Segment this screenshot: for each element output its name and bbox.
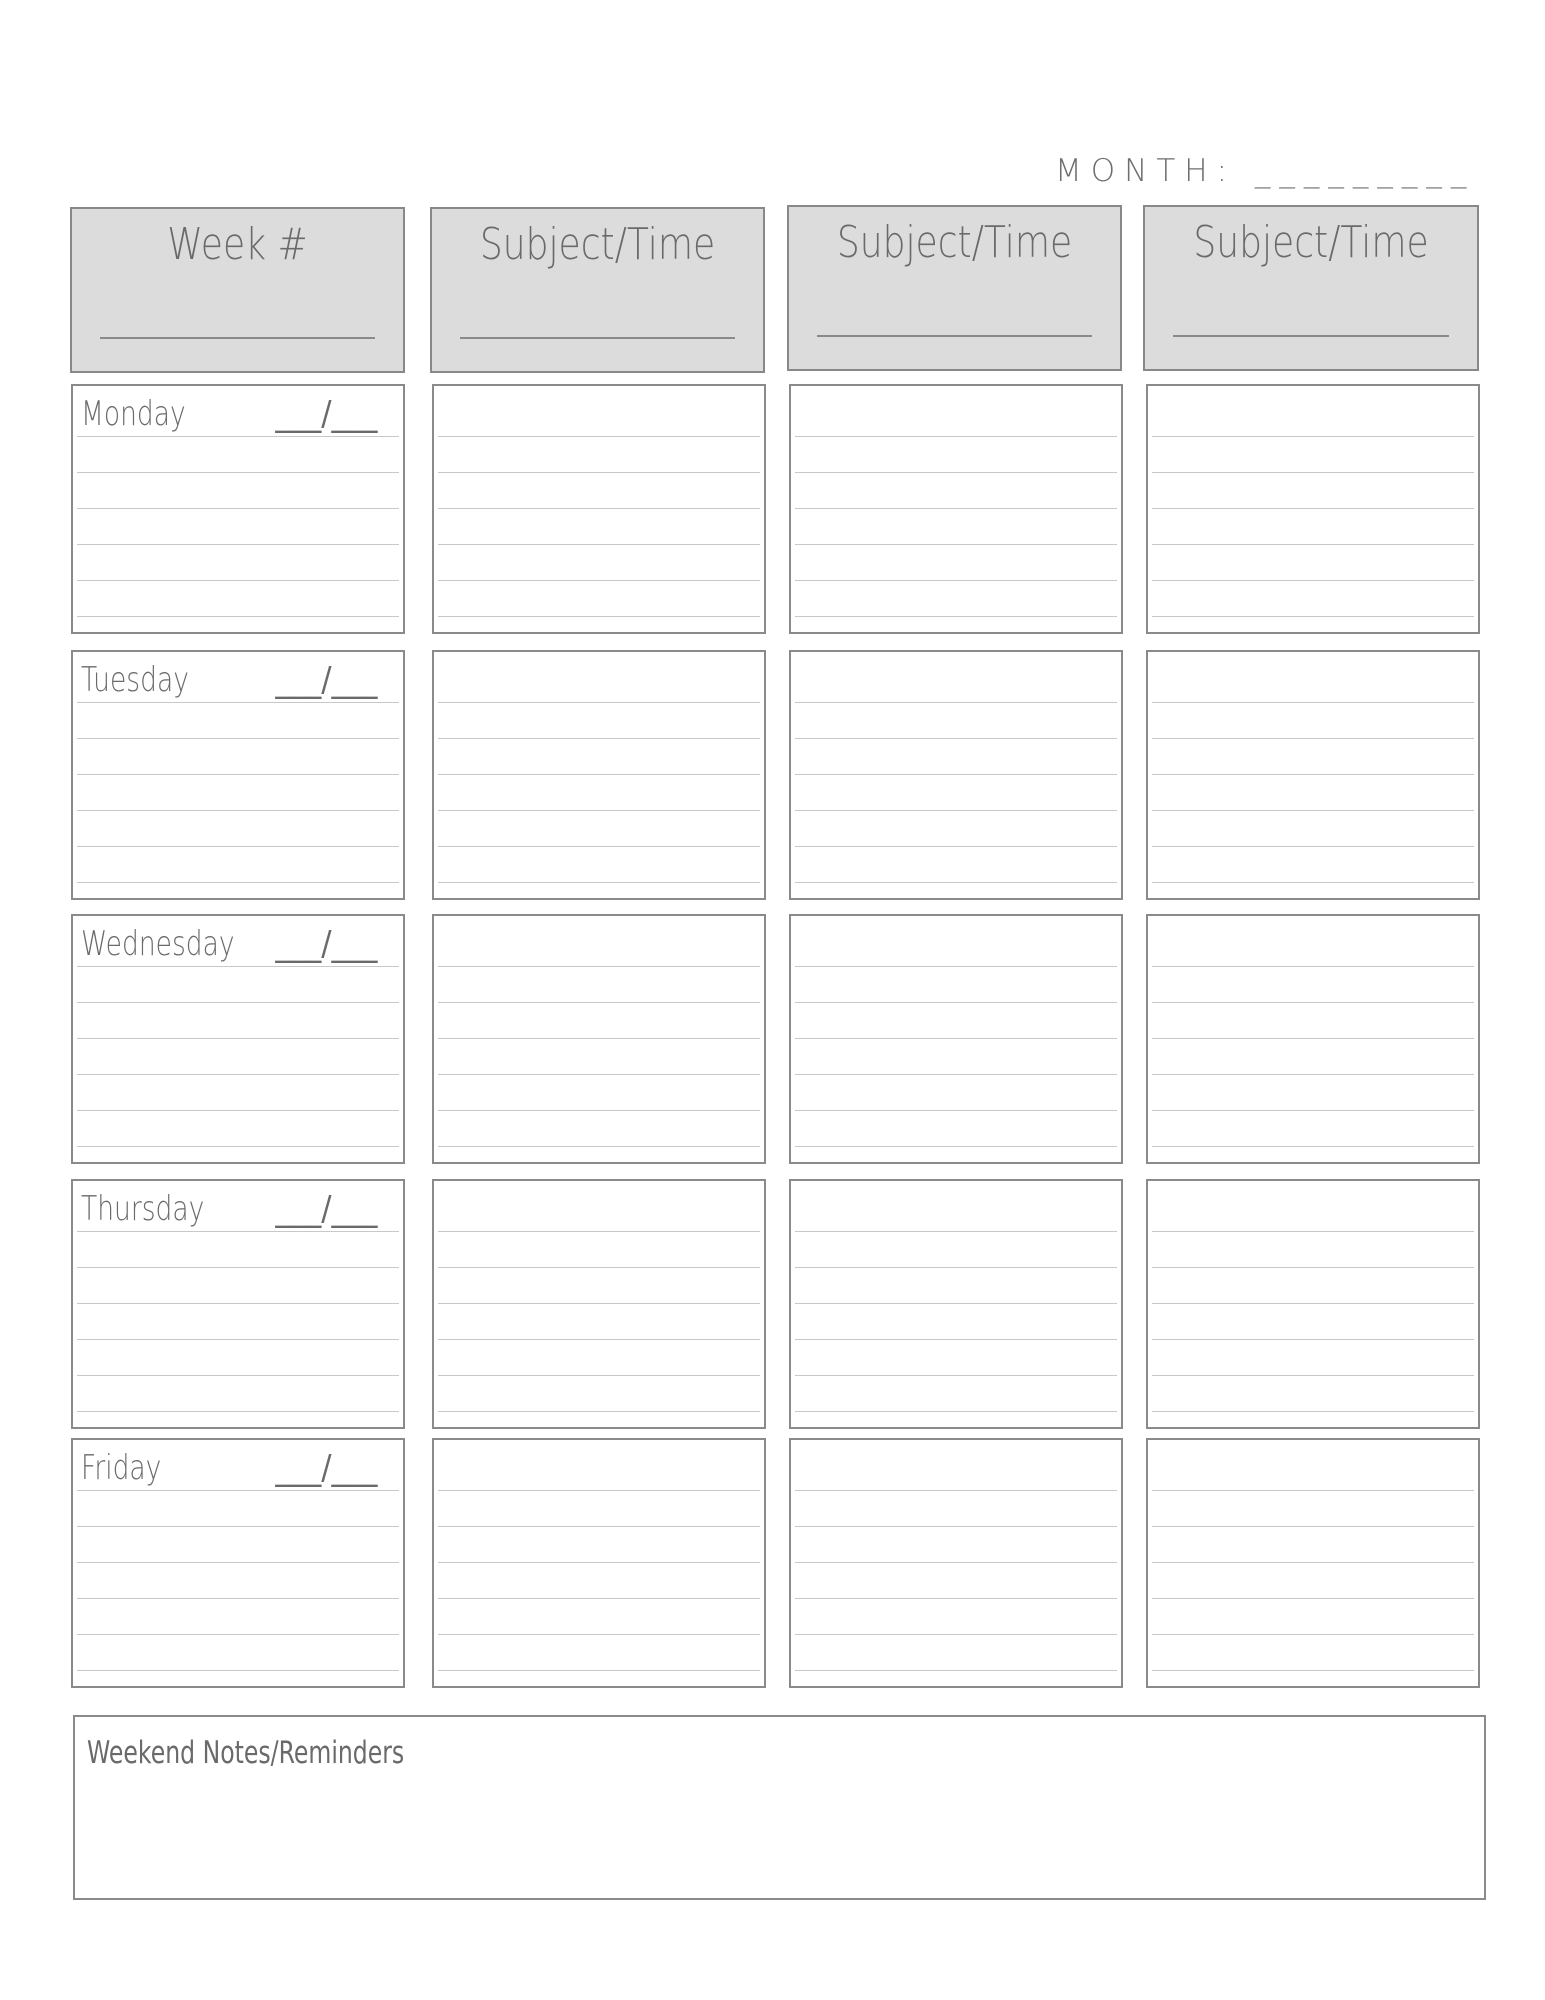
subject-time-line-1[interactable] — [460, 337, 735, 339]
ruled-line — [438, 580, 760, 581]
subject-time-header-3 — [1143, 205, 1479, 371]
ruled-line — [77, 1634, 399, 1635]
ruled-line — [1152, 1670, 1474, 1671]
ruled-line — [438, 1598, 760, 1599]
ruled-line — [77, 1074, 399, 1075]
date-blank-tuesday[interactable]: ___/___ — [274, 660, 377, 700]
subject-cell-friday-1[interactable] — [432, 1438, 766, 1688]
ruled-line — [438, 1231, 760, 1232]
subject-cell-monday-2[interactable] — [789, 384, 1123, 634]
ruled-line — [438, 1490, 760, 1491]
date-blank-wednesday[interactable]: ___/___ — [274, 924, 377, 964]
ruled-line — [795, 966, 1117, 967]
subject-time-line-2[interactable] — [817, 335, 1092, 337]
day-cell-friday[interactable] — [71, 1438, 405, 1688]
ruled-line — [438, 1339, 760, 1340]
ruled-line — [1152, 846, 1474, 847]
ruled-line — [438, 1526, 760, 1527]
ruled-line — [77, 1110, 399, 1111]
subject-cell-tuesday-3[interactable] — [1146, 650, 1480, 900]
ruled-line — [795, 1375, 1117, 1376]
ruled-line — [1152, 472, 1474, 473]
ruled-line — [77, 616, 399, 617]
ruled-line — [1152, 1562, 1474, 1563]
day-label-thursday: Thursday — [81, 1189, 205, 1229]
ruled-line — [77, 544, 399, 545]
ruled-line — [795, 1598, 1117, 1599]
ruled-line — [77, 1038, 399, 1039]
ruled-line — [1152, 1411, 1474, 1412]
subject-time-title-1: Subject/Time — [479, 219, 716, 270]
ruled-line — [1152, 1146, 1474, 1147]
ruled-line — [77, 1267, 399, 1268]
ruled-line — [1152, 774, 1474, 775]
ruled-line — [1152, 738, 1474, 739]
ruled-line — [795, 846, 1117, 847]
ruled-line — [438, 1411, 760, 1412]
ruled-line — [1152, 1375, 1474, 1376]
ruled-line — [795, 472, 1117, 473]
ruled-line — [1152, 544, 1474, 545]
ruled-line — [1152, 1267, 1474, 1268]
ruled-line — [1152, 810, 1474, 811]
ruled-line — [77, 846, 399, 847]
ruled-line — [438, 436, 760, 437]
ruled-line — [795, 774, 1117, 775]
ruled-line — [77, 738, 399, 739]
subject-cell-tuesday-1[interactable] — [432, 650, 766, 900]
day-cell-thursday[interactable] — [71, 1179, 405, 1429]
subject-cell-thursday-2[interactable] — [789, 1179, 1123, 1429]
ruled-line — [795, 1303, 1117, 1304]
ruled-line — [1152, 702, 1474, 703]
ruled-line — [1152, 436, 1474, 437]
ruled-line — [438, 544, 760, 545]
ruled-line — [438, 616, 760, 617]
ruled-line — [77, 702, 399, 703]
ruled-line — [438, 810, 760, 811]
ruled-line — [438, 1670, 760, 1671]
ruled-line — [795, 544, 1117, 545]
date-blank-friday[interactable]: ___/___ — [274, 1448, 377, 1488]
ruled-line — [438, 1110, 760, 1111]
ruled-line — [438, 846, 760, 847]
ruled-line — [795, 1267, 1117, 1268]
ruled-line — [77, 1231, 399, 1232]
ruled-line — [795, 1038, 1117, 1039]
subject-cell-tuesday-2[interactable] — [789, 650, 1123, 900]
subject-cell-thursday-1[interactable] — [432, 1179, 766, 1429]
ruled-line — [795, 1526, 1117, 1527]
ruled-line — [438, 774, 760, 775]
ruled-line — [1152, 1110, 1474, 1111]
day-label-friday: Friday — [81, 1448, 162, 1488]
ruled-line — [795, 810, 1117, 811]
ruled-line — [1152, 1038, 1474, 1039]
ruled-line — [77, 1490, 399, 1491]
subject-cell-friday-2[interactable] — [789, 1438, 1123, 1688]
ruled-line — [795, 882, 1117, 883]
ruled-line — [1152, 580, 1474, 581]
ruled-line — [795, 508, 1117, 509]
ruled-line — [795, 702, 1117, 703]
ruled-line — [438, 1267, 760, 1268]
ruled-line — [77, 1339, 399, 1340]
ruled-line — [795, 738, 1117, 739]
ruled-line — [438, 1634, 760, 1635]
ruled-line — [77, 1303, 399, 1304]
ruled-line — [77, 1670, 399, 1671]
ruled-line — [77, 580, 399, 581]
ruled-line — [795, 1634, 1117, 1635]
ruled-line — [1152, 508, 1474, 509]
ruled-line — [438, 1038, 760, 1039]
subject-time-header-2 — [787, 205, 1122, 371]
ruled-line — [438, 1303, 760, 1304]
ruled-line — [77, 1146, 399, 1147]
ruled-line — [795, 1110, 1117, 1111]
ruled-line — [77, 966, 399, 967]
ruled-line — [1152, 1634, 1474, 1635]
date-blank-thursday[interactable]: ___/___ — [274, 1189, 377, 1229]
ruled-line — [77, 1598, 399, 1599]
ruled-line — [1152, 1074, 1474, 1075]
ruled-line — [438, 966, 760, 967]
ruled-line — [795, 1562, 1117, 1563]
ruled-line — [77, 882, 399, 883]
ruled-line — [1152, 1231, 1474, 1232]
day-cell-monday[interactable] — [71, 384, 405, 634]
subject-time-title-3: Subject/Time — [1193, 217, 1429, 268]
date-blank-monday[interactable]: ___/___ — [274, 394, 377, 434]
day-label-tuesday: Tuesday — [81, 660, 189, 700]
ruled-line — [795, 1146, 1117, 1147]
ruled-line — [438, 1002, 760, 1003]
subject-time-header-1 — [430, 207, 765, 373]
ruled-line — [1152, 616, 1474, 617]
ruled-line — [438, 472, 760, 473]
week-number-title: Week # — [167, 219, 308, 270]
subject-cell-wednesday-1[interactable] — [432, 914, 766, 1164]
ruled-line — [438, 882, 760, 883]
subject-cell-wednesday-3[interactable] — [1146, 914, 1480, 1164]
ruled-line — [1152, 1339, 1474, 1340]
ruled-line — [795, 1411, 1117, 1412]
ruled-line — [77, 1375, 399, 1376]
ruled-line — [438, 1562, 760, 1563]
ruled-line — [77, 1411, 399, 1412]
ruled-line — [1152, 1490, 1474, 1491]
subject-cell-friday-3[interactable] — [1146, 1438, 1480, 1688]
ruled-line — [77, 436, 399, 437]
week-number-header — [70, 207, 405, 373]
subject-cell-monday-3[interactable] — [1146, 384, 1480, 634]
ruled-line — [795, 1074, 1117, 1075]
month-label: MONTH: _________ — [1055, 153, 1476, 189]
ruled-line — [77, 1002, 399, 1003]
ruled-line — [77, 508, 399, 509]
ruled-line — [438, 1375, 760, 1376]
ruled-line — [438, 508, 760, 509]
ruled-line — [1152, 1526, 1474, 1527]
ruled-line — [1152, 1303, 1474, 1304]
ruled-line — [438, 738, 760, 739]
ruled-line — [77, 810, 399, 811]
ruled-line — [795, 1670, 1117, 1671]
week-number-line[interactable] — [100, 337, 375, 339]
ruled-line — [1152, 882, 1474, 883]
subject-time-line-3[interactable] — [1173, 335, 1449, 337]
ruled-line — [438, 1074, 760, 1075]
ruled-line — [77, 774, 399, 775]
ruled-line — [77, 1526, 399, 1527]
ruled-line — [1152, 1598, 1474, 1599]
ruled-line — [1152, 966, 1474, 967]
ruled-line — [795, 1490, 1117, 1491]
subject-time-title-2: Subject/Time — [836, 217, 1073, 268]
subject-cell-monday-1[interactable] — [432, 384, 766, 634]
ruled-line — [77, 472, 399, 473]
ruled-line — [438, 702, 760, 703]
ruled-line — [1152, 1002, 1474, 1003]
weekend-notes-label: Weekend Notes/Reminders — [87, 1735, 405, 1771]
ruled-line — [795, 1231, 1117, 1232]
day-cell-wednesday[interactable] — [71, 914, 405, 1164]
weekend-notes-box[interactable] — [73, 1715, 1486, 1900]
day-label-monday: Monday — [81, 394, 186, 434]
day-cell-tuesday[interactable] — [71, 650, 405, 900]
ruled-line — [795, 580, 1117, 581]
ruled-line — [795, 616, 1117, 617]
subject-cell-wednesday-2[interactable] — [789, 914, 1123, 1164]
ruled-line — [77, 1562, 399, 1563]
ruled-line — [795, 1339, 1117, 1340]
subject-cell-thursday-3[interactable] — [1146, 1179, 1480, 1429]
day-label-wednesday: Wednesday — [81, 924, 235, 964]
ruled-line — [438, 1146, 760, 1147]
ruled-line — [795, 1002, 1117, 1003]
ruled-line — [795, 436, 1117, 437]
